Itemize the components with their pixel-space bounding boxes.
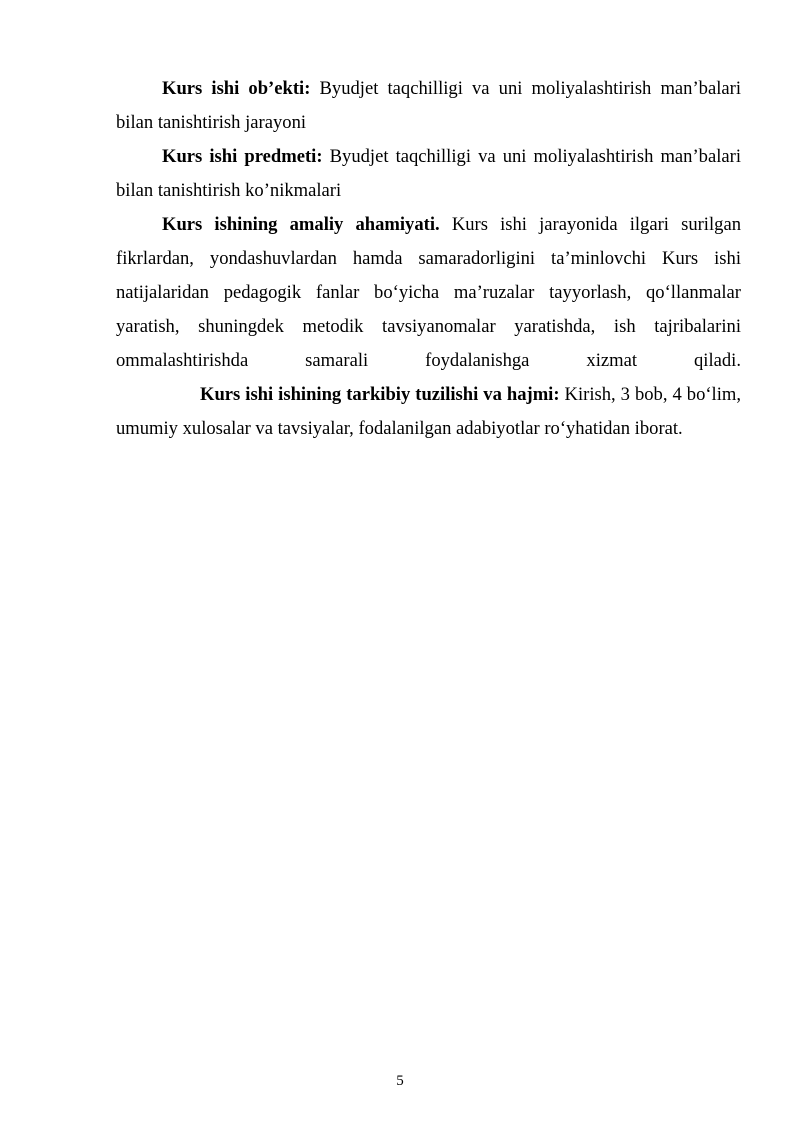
paragraph-label: Kurs ishining amaliy ahamiyati.: [162, 214, 440, 235]
paragraph-structure: [116, 378, 741, 446]
paragraph-object: [116, 72, 741, 140]
paragraph-subject: [116, 140, 741, 208]
paragraph-label: Kurs ishi predmeti:: [162, 146, 323, 167]
paragraph-label: Kurs ishi ishining tarkibiy tuzilishi va hajmi:: [200, 384, 560, 405]
paragraph-label: Kurs ishi ob’ekti:: [162, 78, 311, 99]
page-body: [116, 72, 741, 446]
paragraph-text: Byudjet taqchilligi va uni moliyalashtirish man’balari bilan tanishtirish jarayoni: [116, 78, 741, 133]
paragraph-text: Kirish, 3 bob, 4 bo‘lim, umumiy xulosalar va tavsiyalar, fodalanilgan adabiyotlar ro‘yhatidan iborat.: [116, 384, 741, 439]
paragraph-text: Kurs ishi jarayonida ilgari surilgan fikrlardan, yondashuvlardan hamda samaradorligini ta’minlovchi Kurs ishi natijalaridan pedagogik fanlar bo‘yicha ma’ruzalar tayyorlash, qo‘llanmalar yaratish, shuningdek metodik tavsiyanomalar yaratishda, ish tajribalarini ommalashtirishda samarali foydalanishga xizmat qiladi.: [116, 214, 741, 371]
page-number: 5: [396, 1073, 404, 1089]
paragraph-practical-significance: [116, 208, 741, 378]
paragraph-text: Byudjet taqchilligi va uni moliyalashtirish man’balari bilan tanishtirish ko’nikmalari: [116, 146, 741, 201]
